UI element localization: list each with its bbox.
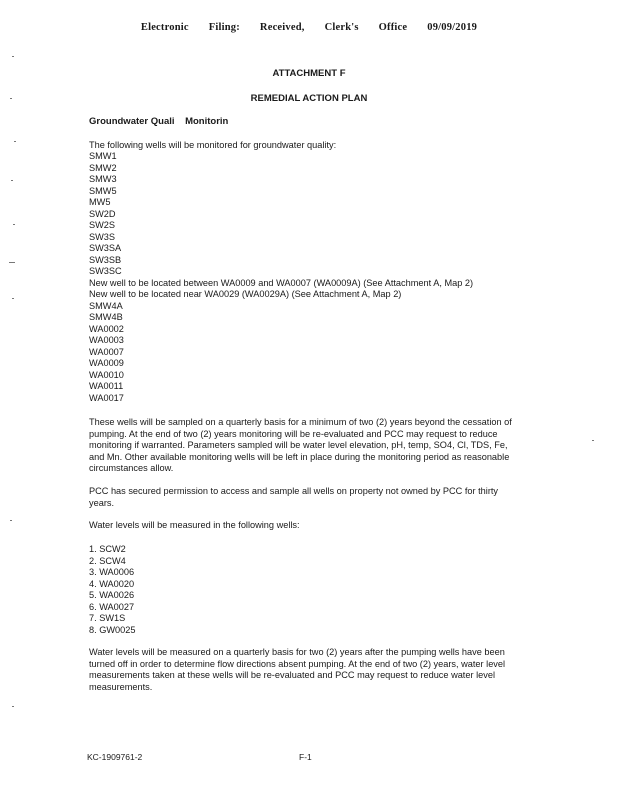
water-levels-paragraph: Water levels will be measured on a quarterly basis for two (2) years after the pumping wells have been turned off in order to determine flow directions absent pumping. At the end of two (2) years, water level measurements taken at these wells will be re-evaluated and PCC may request to reduce water level measurements. (89, 647, 506, 692)
well-item: SMW2 (89, 162, 117, 173)
permission-paragraph: PCC has secured permission to access and sample all wells on property not owned by PCC for thirty years. (89, 486, 499, 508)
well-item: SW3SC (89, 266, 122, 276)
level-well-item: 8. GW0025 (89, 624, 136, 635)
level-well-item: 3. WA0006 (89, 567, 135, 577)
level-well-item: 7. SW1S (89, 613, 126, 623)
section-heading: Groundwater Quali Monitorin (89, 116, 229, 127)
water-level-wells-list (89, 544, 519, 636)
well-item: WA0003 (89, 335, 124, 345)
well-item: SW2S (89, 220, 116, 230)
level-well-item: 1. SCW2 (89, 544, 126, 554)
well-item: SMW1 (89, 151, 117, 161)
stamp-date: 09/09/2019 (427, 22, 478, 33)
sampling-paragraph: These wells will be sampled on a quarterly basis for a minimum of two (2) years beyond the cessation of pumping. At the end of two (2) years monitoring will be re-evaluated and PCC may request to reduce monitoring if warranted. Parameters sampled will be water level elevation, pH, temp, SO4, Cl, TDS, Fe, and Mn. Other available monitoring wells will be left in place during the monitoring period as reasonable circumstances allow. (89, 417, 512, 473)
scan-speck (12, 56, 14, 57)
stamp-filing: Filing: (208, 22, 240, 33)
monitoring-intro: The following wells will be monitored for groundwater quality: (89, 140, 337, 150)
scan-speck (12, 298, 14, 299)
monitored-wells-list (89, 151, 519, 404)
well-item: New well to be located near WA0029 (WA0029A) (See Attachment A, Map 2) (89, 289, 402, 299)
well-item: SMW5 (89, 185, 117, 196)
well-item: WA0007 (89, 346, 124, 357)
footer-page-number: F-1 (299, 752, 312, 762)
well-item: MW5 (89, 197, 111, 207)
well-item: WA0002 (89, 323, 124, 334)
stamp-received: Received, (259, 22, 305, 33)
well-item: SMW4A (89, 300, 123, 311)
level-well-item: 2. SCW4 (89, 555, 126, 566)
scan-speck (13, 224, 15, 225)
scan-speck (10, 98, 12, 99)
well-item: WA0011 (89, 381, 124, 391)
well-item: SW3SA (89, 243, 122, 253)
well-item: WA0009 (89, 358, 124, 368)
level-well-item: 4. WA0020 (89, 578, 135, 589)
well-item: WA0017 (89, 392, 124, 403)
well-item: SMW4B (89, 312, 123, 322)
stamp-office: Office (378, 22, 408, 33)
scan-speck (9, 262, 15, 263)
scan-speck (11, 180, 13, 181)
stamp-electronic: Electronic (140, 22, 189, 33)
plan-title: REMEDIAL ACTION PLAN (250, 93, 368, 104)
level-well-item: 5. WA0026 (89, 590, 135, 600)
well-item: SW2D (89, 208, 116, 219)
electronic-filing-stamp (0, 22, 618, 33)
well-item: New well to be located between WA0009 and WA0007 (WA0009A) (See Attachment A, Map 2) (89, 277, 474, 288)
scan-speck (14, 141, 16, 142)
stamp-clerks: Clerk's (324, 22, 359, 33)
well-item: SMW3 (89, 174, 117, 184)
well-item: WA0010 (89, 369, 124, 380)
scan-speck (10, 520, 12, 521)
scan-speck (12, 706, 14, 707)
well-item: SW3S (89, 231, 116, 242)
scan-speck (592, 440, 594, 441)
attachment-title: ATTACHMENT F (272, 68, 346, 79)
well-item: SW3SB (89, 254, 122, 265)
water-levels-intro: Water levels will be measured in the following wells: (89, 520, 300, 530)
footer-document-id: KC-1909761-2 (87, 752, 143, 762)
level-well-item: 6. WA0027 (89, 601, 135, 612)
